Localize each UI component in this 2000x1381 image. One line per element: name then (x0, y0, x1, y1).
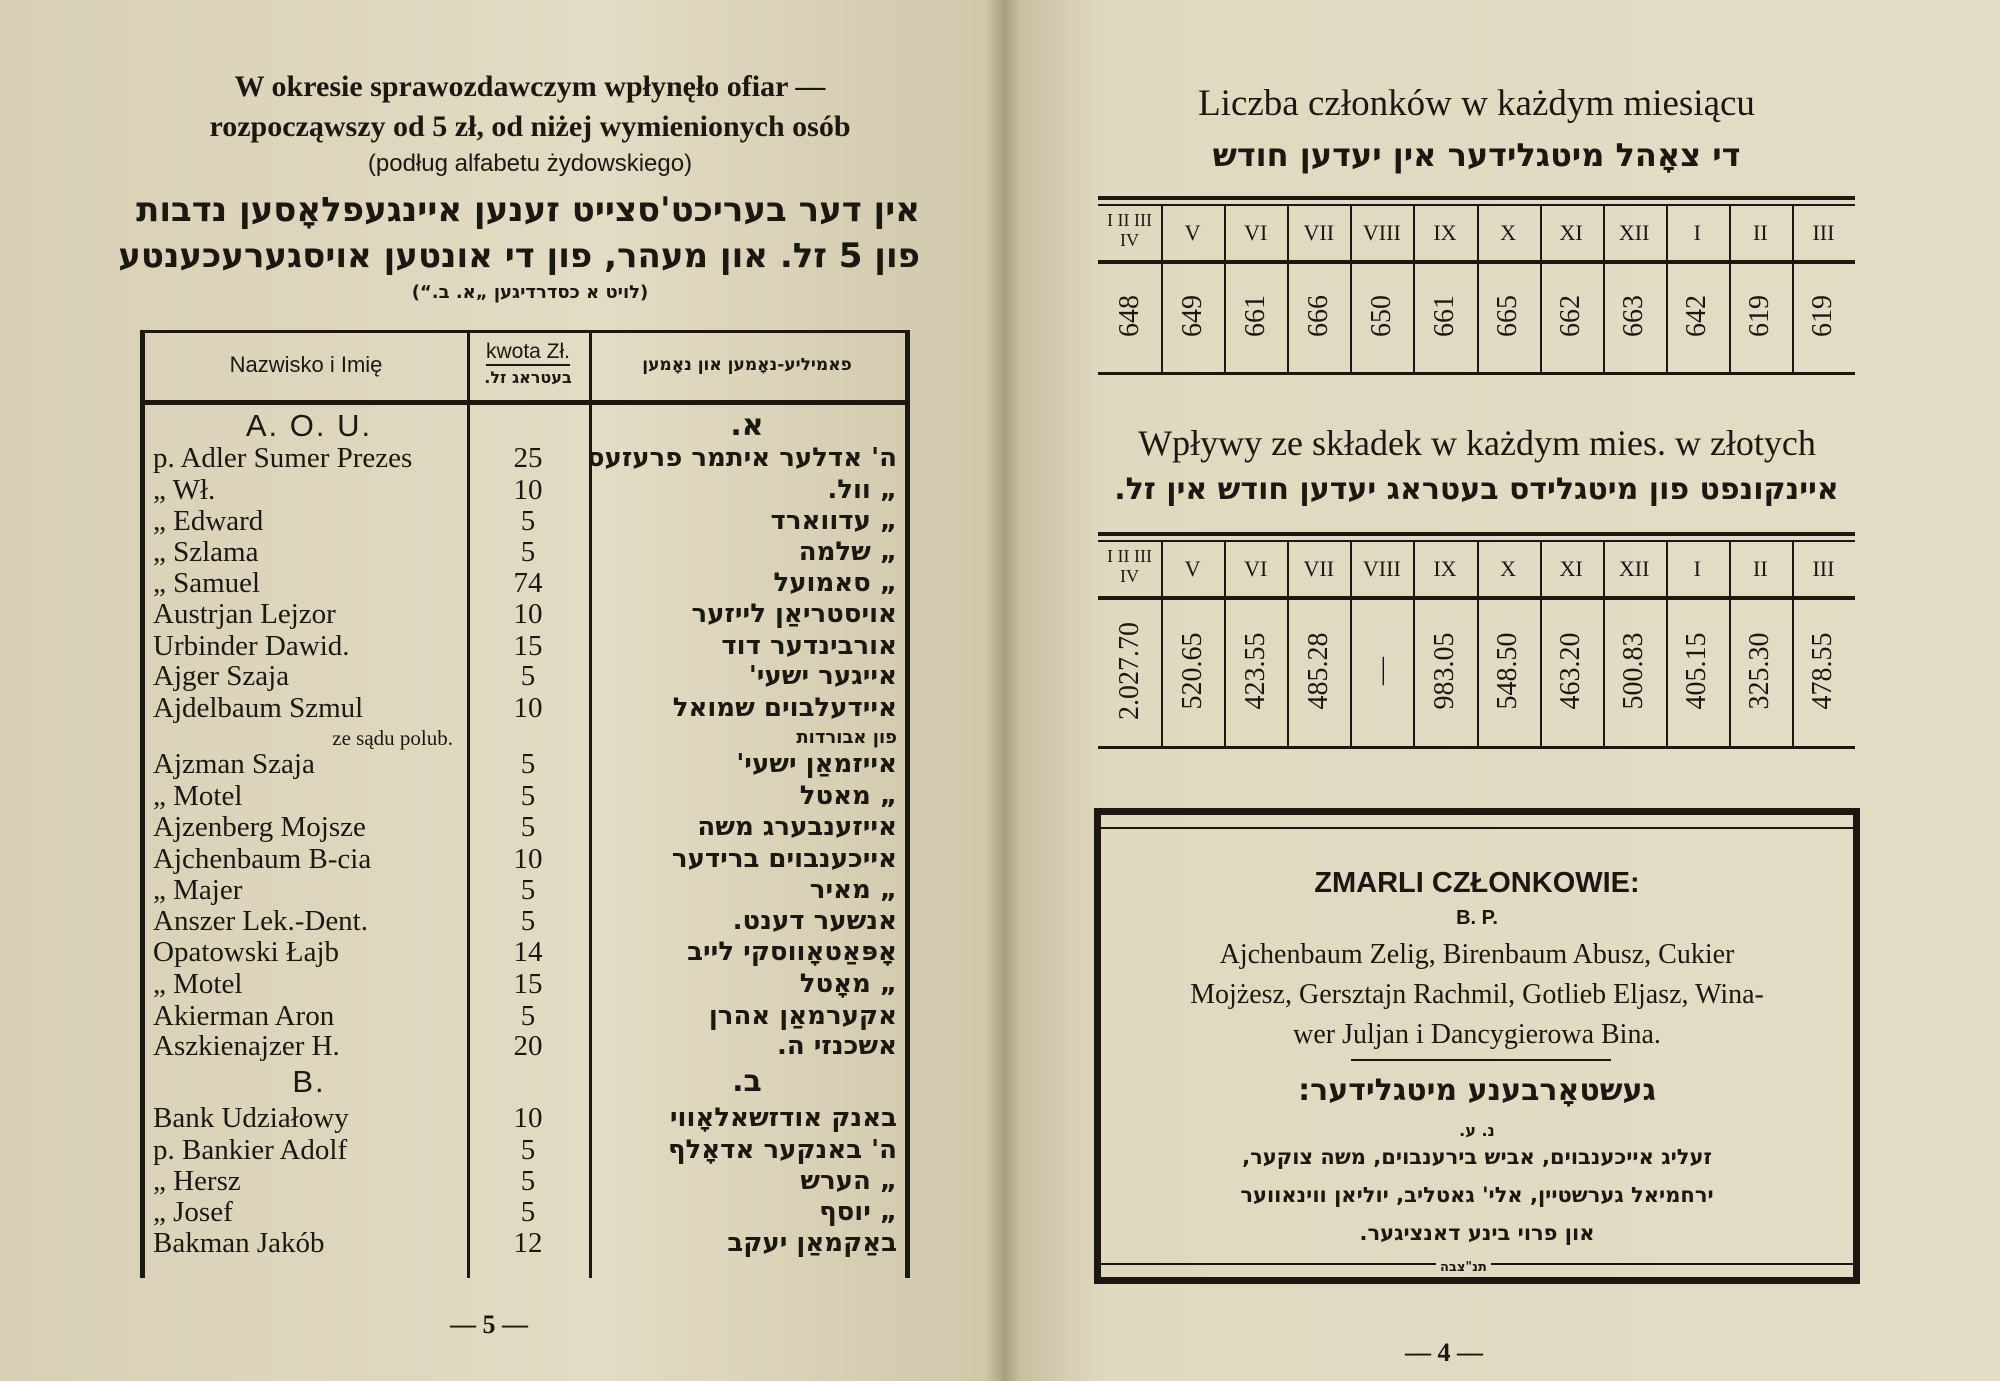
members-table (1098, 196, 1855, 374)
donor-name: Ajchenbaum B-cia (153, 843, 372, 875)
members-title-yi: די צאָהל מיטגלידער אין יעדען חודש (1212, 136, 1741, 174)
deceased-divider (1351, 1059, 1611, 1061)
donation-amount: 5 (520, 536, 536, 568)
month-header: XII (1618, 556, 1650, 581)
donor-name: Austrjan Lejzor (153, 598, 336, 630)
yiddish-heading-line1: אין דער בעריכט'סצייט זענען איינגעפלאָסען נדבות (136, 190, 920, 230)
donor-name-yi: אָפּאַטאָווסקי לייב (687, 937, 897, 967)
dues-value: 423.55 (1239, 632, 1271, 710)
deceased-line1-yi: זעליג אייכענבוים, אביש בירענבוים, משה צוקער, (1242, 1145, 1712, 1169)
donation-amount: 15 (513, 630, 543, 662)
donation-amount: 5 (520, 874, 536, 906)
deceased-line3-yi: און פרוי בינע דאנציגער. (1359, 1221, 1595, 1245)
table-row (145, 905, 905, 937)
member-count: 662 (1555, 295, 1587, 337)
table-row (145, 843, 905, 875)
deceased-line3: wer Juljan i Dancygierowa Bina. (1293, 1019, 1661, 1050)
month-header: I (1693, 220, 1701, 245)
book-fold (985, 0, 1021, 1381)
table-row (145, 748, 905, 780)
donation-amount: 74 (513, 567, 543, 599)
donor-name: ze sądu polub. (332, 726, 453, 750)
member-count: 666 (1302, 295, 1334, 337)
donor-name: „ Majer (153, 874, 243, 906)
table-row (145, 567, 905, 599)
table-row (145, 874, 905, 906)
donations-table (140, 330, 910, 1278)
donation-amount: 25 (513, 442, 543, 474)
donor-name-yi: אשכנזי ה. (776, 1031, 897, 1061)
donation-amount: 5 (520, 1165, 536, 1197)
donor-name-yi: „ יוסף (819, 1197, 897, 1227)
donor-name: A. O. U. (245, 408, 373, 443)
deceased-members-box (1094, 808, 1860, 1284)
header-amount-pl: kwota Zł. (486, 340, 570, 366)
donor-name: Opatowski Łajb (153, 936, 340, 968)
member-count: 642 (1681, 295, 1713, 337)
donor-name: p. Bankier Adolf (153, 1134, 348, 1166)
donor-name: Akierman Aron (153, 1000, 335, 1032)
member-count: 663 (1618, 295, 1650, 337)
donor-name: „ Hersz (153, 1165, 241, 1197)
deceased-line2: Mojżesz, Gersztajn Rachmil, Gotlieb Eljasz, Wina- (1190, 979, 1764, 1010)
table-row (145, 660, 905, 692)
donor-name-yi: איידעלבוים שמואל (672, 693, 897, 723)
dues-table (1098, 532, 1855, 748)
dues-value: 2.027.70 (1113, 622, 1145, 720)
yiddish-heading-line2: פון 5 זל. און מעהר, פון די אונטען אויסגערעכענטע (118, 236, 920, 276)
member-count: 661 (1428, 295, 1460, 337)
table-row (145, 630, 905, 662)
header-name: Nazwisko i Imię (229, 352, 383, 377)
month-header: VII (1303, 220, 1335, 245)
month-header: I II III IV (1107, 210, 1153, 250)
dues-title-yi: איינקונפט פון מיטגלידס בעטראג יעדען חודש אין זל. (1114, 472, 1839, 507)
month-header: III (1812, 556, 1835, 581)
table-top-rule (1098, 196, 1855, 200)
dues-value: 520.65 (1176, 632, 1208, 710)
left-page-number: — 5 — (450, 1310, 528, 1339)
donor-name-yi: ה' באנקער אדאָלף (667, 1135, 897, 1165)
deceased-line1: Ajchenbaum Zelig, Birenbaum Abusz, Cukier (1219, 939, 1735, 970)
donation-amount: 15 (513, 968, 543, 1000)
month-header: I II III IV (1107, 546, 1153, 586)
donor-name-yi: אייזמאַן ישעי' (736, 749, 897, 779)
month-header: XI (1559, 556, 1583, 581)
month-header: II (1753, 220, 1768, 245)
dues-value: 485.28 (1302, 632, 1334, 710)
month-header: V (1184, 556, 1201, 581)
donation-amount: 10 (513, 843, 543, 875)
table-section-row (145, 410, 905, 442)
donor-name-yi: „ מאָטל (799, 969, 897, 999)
donation-amount: 12 (513, 1227, 543, 1259)
donor-name-yi: באנק אודזשאלאָווי (669, 1103, 897, 1133)
donor-name-yi: אורבינדער דוד (721, 631, 897, 661)
donor-name-yi: אנשער דענט. (732, 906, 897, 936)
donor-name: p. Adler Sumer Prezes (153, 442, 413, 474)
donor-name-yi: אייכענבוים ברידער (671, 844, 897, 874)
dues-title: Wpływy ze składek w każdym mies. w złotych (1138, 423, 1816, 463)
donation-amount: 10 (513, 692, 543, 724)
dues-value: 983.05 (1428, 632, 1460, 710)
donor-name-yi: אויסטריאַן לייזער (691, 599, 897, 629)
donation-amount: 5 (520, 1000, 536, 1032)
dues-value: 463.20 (1555, 632, 1587, 710)
donation-amount: 5 (520, 1134, 536, 1166)
table-row (145, 474, 905, 506)
month-header: XI (1559, 220, 1583, 245)
table-row (145, 1227, 905, 1259)
dues-value: 548.50 (1492, 632, 1524, 710)
donor-name-yi: „ מאטל (799, 781, 897, 811)
right-page-number: — 4 — (1405, 1338, 1483, 1367)
member-count: 665 (1492, 295, 1524, 337)
donor-name-yi: „ עדווארד (770, 506, 897, 536)
header-name-yi: פאמיליע-נאָמען און נאָמען (642, 355, 852, 375)
members-title: Liczba członków w każdym miesiącu (1198, 83, 1755, 124)
table-row (145, 1030, 905, 1062)
table-row (145, 1000, 905, 1032)
table-row (145, 692, 905, 724)
deceased-footer-yi: תנ"צבה (1436, 1260, 1491, 1275)
donor-name: „ Edward (153, 505, 264, 537)
month-header: VIII (1362, 556, 1401, 581)
left-heading-line1: W okresie sprawozdawczym wpłynęło ofiar — (234, 70, 826, 103)
donor-name-yi: ב. (732, 1064, 762, 1099)
donation-amount: 5 (520, 748, 536, 780)
donor-name: Urbinder Dawid. (153, 630, 350, 662)
deceased-subtitle: B. P. (1456, 907, 1498, 929)
dues-value: 500.83 (1618, 632, 1650, 710)
box-inner-rule (1101, 827, 1853, 829)
donor-name-yi: ה' אדלער איתמר פרעזעס (586, 443, 897, 473)
donation-amount: 5 (520, 780, 536, 812)
table-row (145, 811, 905, 843)
header-amount (467, 330, 589, 400)
dues-value: — (1365, 657, 1397, 685)
donor-name: „ Motel (153, 968, 243, 1000)
donor-name: Ajzman Szaja (153, 748, 315, 780)
deceased-title-yi: געשטאָרבענע מיטגלידער: (1298, 1073, 1656, 1108)
table-row (145, 536, 905, 568)
left-heading-line3: (podług alfabetu żydowskiego) (367, 150, 693, 177)
dues-value: 478.55 (1807, 632, 1839, 710)
donor-name-yi: באַקמאַן יעקב (727, 1228, 897, 1258)
donation-amount: 5 (520, 660, 536, 692)
month-header: IX (1433, 556, 1457, 581)
donor-name-yi: אקערמאַן אהרן (708, 1001, 897, 1031)
donation-amount: 5 (520, 1196, 536, 1228)
table-row (145, 1165, 905, 1197)
table-row (145, 1102, 905, 1134)
donor-name: „ Josef (153, 1196, 233, 1228)
month-header: V (1184, 220, 1201, 245)
table-bottom-rule (1098, 746, 1855, 749)
yiddish-heading-line3: (לויט א כסדרדיגען „א. ב.“) (411, 282, 649, 303)
month-header: VI (1244, 556, 1268, 581)
table-bottom-rule (1098, 372, 1855, 375)
donor-name-yi: „ סאמועל (773, 568, 897, 598)
donor-name-yi: „ שלמה (798, 537, 897, 567)
table-row (145, 598, 905, 630)
donor-name: Aszkienajzer H. (153, 1030, 340, 1062)
month-header: II (1753, 556, 1768, 581)
dues-value: 325.30 (1744, 632, 1776, 710)
donation-amount: 5 (520, 811, 536, 843)
donor-name-yi: אייזענבערג משה (697, 812, 897, 842)
table-row (145, 505, 905, 537)
donation-amount: 10 (513, 598, 543, 630)
donor-name: Ajger Szaja (153, 660, 290, 692)
donor-name: „ Wł. (153, 474, 216, 506)
donation-amount: 10 (513, 1102, 543, 1134)
donor-name: Ajdelbaum Szmul (153, 692, 364, 724)
month-header: I (1693, 556, 1701, 581)
donation-amount: 14 (513, 936, 543, 968)
donor-name: „ Motel (153, 780, 243, 812)
month-header: VIII (1362, 220, 1401, 245)
donation-amount: 10 (513, 474, 543, 506)
donation-amount: 5 (520, 905, 536, 937)
table-row (145, 780, 905, 812)
table-row (145, 936, 905, 968)
donor-name: Anszer Lek.-Dent. (153, 905, 368, 937)
deceased-title: ZMARLI CZŁONKOWIE: (1314, 867, 1640, 899)
donation-amount: 20 (513, 1030, 543, 1062)
table-row (145, 442, 905, 474)
member-count: 649 (1176, 295, 1208, 337)
month-header: VII (1303, 556, 1335, 581)
member-count: 619 (1744, 295, 1776, 337)
dues-value: 405.15 (1681, 632, 1713, 710)
donor-name: Ajzenberg Mojsze (153, 811, 366, 843)
member-count: 648 (1113, 295, 1145, 337)
donor-name: „ Szlama (153, 536, 259, 568)
month-header: VI (1244, 220, 1268, 245)
member-count: 619 (1807, 295, 1839, 337)
table-row (145, 968, 905, 1000)
deceased-line2-yi: ירחמיאל גערשטיין, אלי' גאטליב, יוליאן ווינאווער (1240, 1183, 1714, 1207)
donor-name-yi: „ מאיר (809, 875, 897, 905)
month-header: IX (1433, 220, 1457, 245)
table-row (145, 1196, 905, 1228)
donation-amount: 5 (520, 505, 536, 537)
month-header: III (1812, 220, 1835, 245)
month-header: X (1500, 556, 1516, 581)
table-header-rule (140, 400, 910, 405)
donor-name: „ Samuel (153, 567, 261, 599)
donor-name: Bank Udziałowy (153, 1102, 349, 1134)
member-count: 650 (1365, 295, 1397, 337)
member-count: 661 (1239, 295, 1271, 337)
month-header: X (1500, 220, 1516, 245)
header-amount-yi: בעטראג זל. (484, 368, 572, 387)
donor-name-yi: א. (730, 408, 764, 443)
donor-name: B. (292, 1064, 326, 1099)
donor-name: Bakman Jakób (153, 1227, 325, 1259)
table-top-rule (1098, 532, 1855, 536)
donor-name-yi: אייגער ישעי' (748, 661, 897, 691)
table-row (145, 1134, 905, 1166)
table-section-row (145, 1066, 905, 1098)
month-header: XII (1618, 220, 1650, 245)
donor-name-yi: „ הערש (800, 1166, 897, 1196)
left-heading-line2: rozpocząwszy od 5 zł, od niżej wymienionych osób (209, 110, 851, 143)
deceased-subtitle-yi: נ. ע. (1459, 1121, 1495, 1140)
donor-name-yi: „ וול. (827, 475, 897, 505)
donor-name-yi: פון אבורדות (796, 727, 897, 748)
